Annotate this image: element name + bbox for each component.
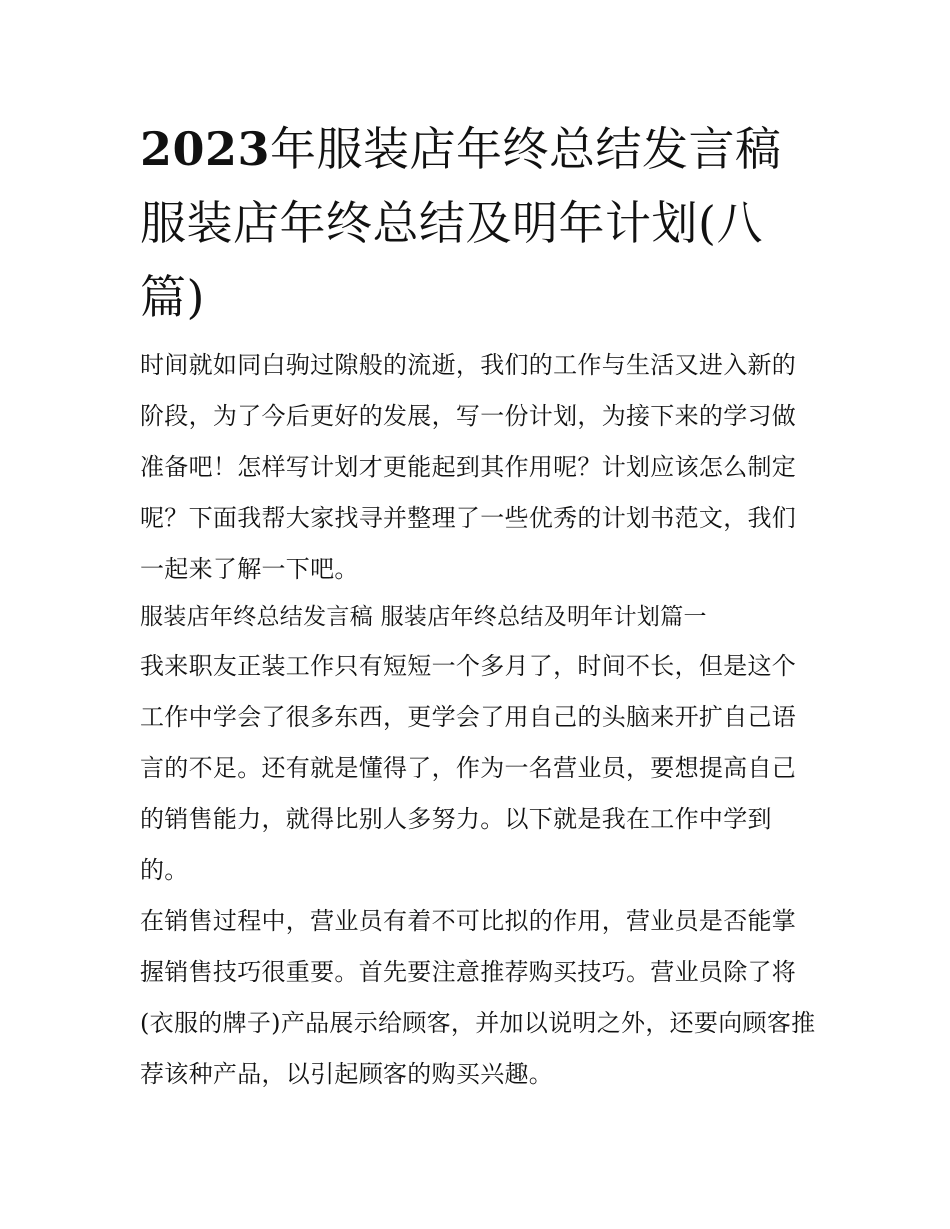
body-paragraph: 我来职友正装工作只有短短一个多月了，时间不长，但是这个工作中学会了很多东西，更学会了用自己的头脑来开扩自己语言的不足。还有就是懂得了，作为一名营业员，要想提高自己的销售能力，就得比别人多努力。以下就是我在工作中学到的。 (140, 652, 797, 884)
title-text: 年服装店年终总结发言稿 服装店年终总结及明年计划(八篇) (140, 122, 782, 324)
document-title (140, 112, 820, 334)
intro-paragraph: 时间就如同白驹过隙般的流逝，我们的工作与生活又进入新的阶段，为了今后更好的发展，写一份计划，为接下来的学习做准备吧！怎样写计划才更能起到其作用呢？计划应该怎么制定呢？下面我帮大家找寻并整理了一些优秀的计划书范文，我们一起来了解一下吧。 (140, 351, 797, 583)
title-year: 2023 (140, 122, 271, 176)
document-page (140, 112, 820, 1100)
section-heading: 服装店年终总结发言稿 服装店年终总结及明年计划篇一 (140, 604, 707, 630)
body-paragraph: 在销售过程中，营业员有着不可比拟的作用，营业员是否能掌握销售技巧很重要。首先要注意推荐购买技巧。营业员除了将(衣服的牌子)产品展示给顾客，并加以说明之外，还要向顾客推荐该种产品，以引起顾客的购买兴趣。 (140, 907, 816, 1088)
